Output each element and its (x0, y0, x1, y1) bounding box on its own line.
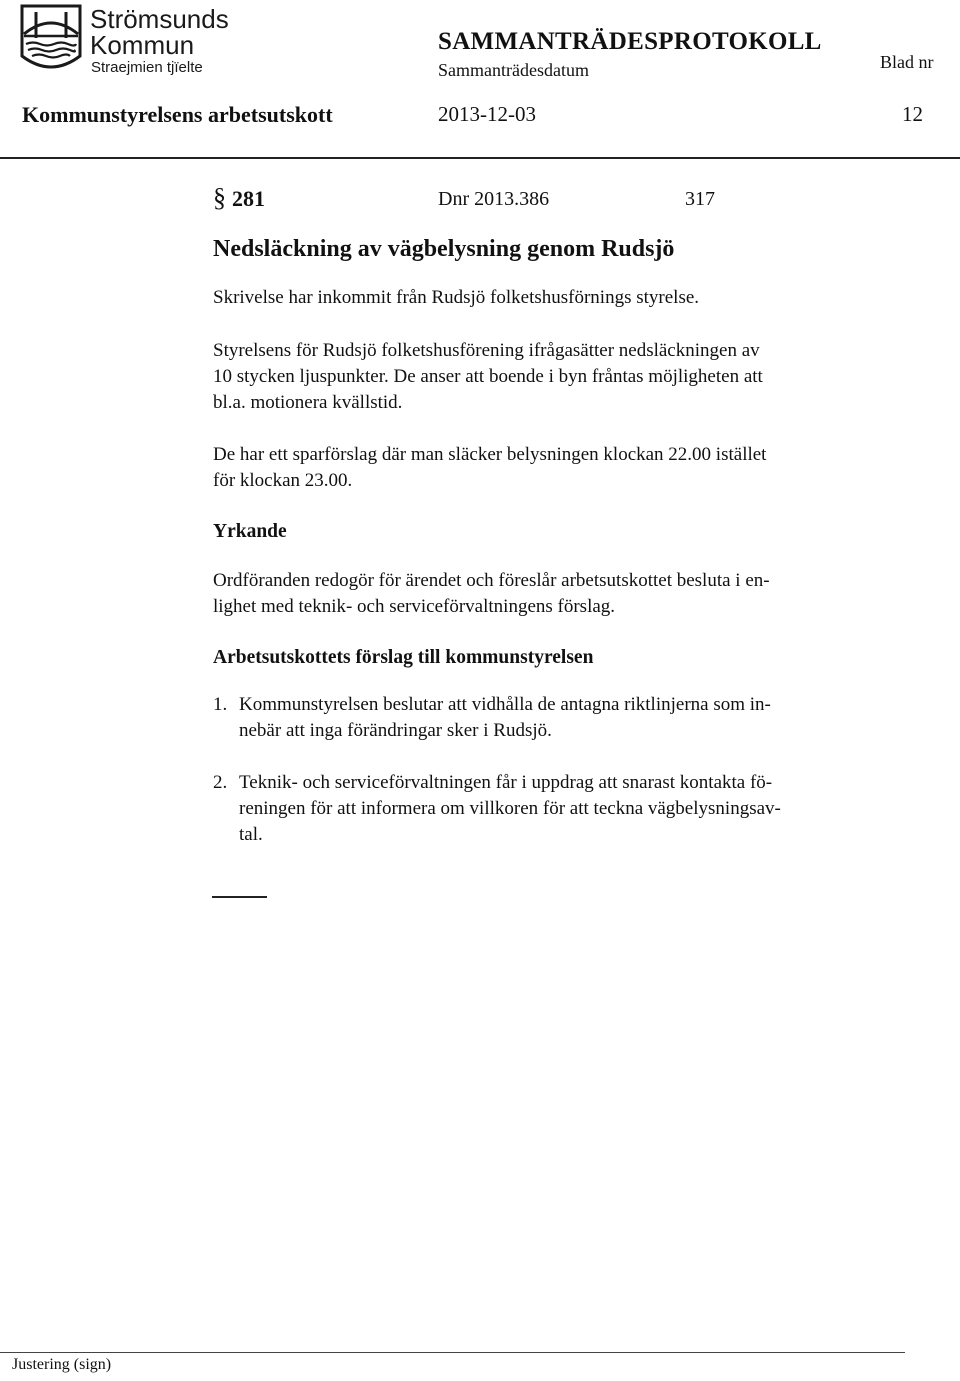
paragraph-line: Styrelsens för Rudsjö folketshusförening ifrågasätter nedsläckningen av (213, 340, 760, 361)
list-item-line: reningen för att informera om villkoren för att teckna vägbelysningsav- (239, 798, 781, 819)
list-item-line: Kommunstyrelsen beslutar att vidhålla de antagna riktlinjerna som in- (239, 694, 771, 715)
footer-divider (0, 1352, 905, 1353)
document-title: SAMMANTRÄDESPROTOKOLL (438, 28, 822, 55)
municipality-logo (18, 4, 228, 82)
justering-label: Justering (sign) (12, 1356, 112, 1373)
paragraph-intro: Skrivelse har inkommit från Rudsjö folketshusförnings styrelse. (213, 287, 700, 308)
paragraph-line: 10 stycken ljuspunkter. De anser att boende i byn fråntas möjligheten att (213, 366, 763, 387)
paragraph-line: lighet med teknik- och serviceförvaltningens förslag. (213, 596, 616, 617)
list-item-line: Teknik- och serviceförvaltningen får i uppdrag att snarast kontakta fö- (239, 772, 773, 793)
paragraph-symbol: § (213, 183, 226, 212)
list-item-number: 1. (213, 694, 228, 715)
list-item-line: nebär att inga förändringar sker i Rudsjö. (239, 720, 552, 741)
registration-number: Dnr 2013.386 (438, 188, 550, 210)
logo-name-line2: Kommun (90, 30, 195, 60)
section-heading: Nedsläckning av vägbelysning genom Rudsjö (213, 236, 675, 262)
logo-tagline: Straejmien tjïelte (91, 59, 203, 76)
section-end-rule (212, 896, 267, 898)
meeting-date: 2013-12-03 (438, 102, 536, 126)
paragraph-line: bl.a. motionera kvällstid. (213, 392, 403, 413)
sheet-number: 12 (902, 102, 923, 126)
proposal-heading: Arbetsutskottets förslag till kommunstyrelsen (213, 647, 594, 668)
filing-code: 317 (685, 188, 715, 210)
header-divider (0, 157, 960, 159)
paragraph-line: Ordföranden redogör för ärendet och föreslår arbetsutskottet besluta i en- (213, 570, 770, 591)
bridge-emblem-icon (18, 4, 84, 76)
meeting-date-label: Sammanträdesdatum (438, 60, 589, 80)
paragraph-line: De har ett sparförslag där man släcker belysningen klockan 22.00 istället (213, 444, 767, 465)
sheet-number-label: Blad nr (880, 52, 934, 72)
list-item-line: tal. (239, 824, 263, 845)
logo-name-line1: Strömsunds (90, 4, 229, 34)
yrkande-heading: Yrkande (213, 521, 287, 542)
list-item-number: 2. (213, 772, 228, 793)
committee-name: Kommunstyrelsens arbetsutskott (22, 102, 333, 127)
section-number: 281 (232, 186, 265, 211)
paragraph-line: för klockan 23.00. (213, 470, 353, 491)
